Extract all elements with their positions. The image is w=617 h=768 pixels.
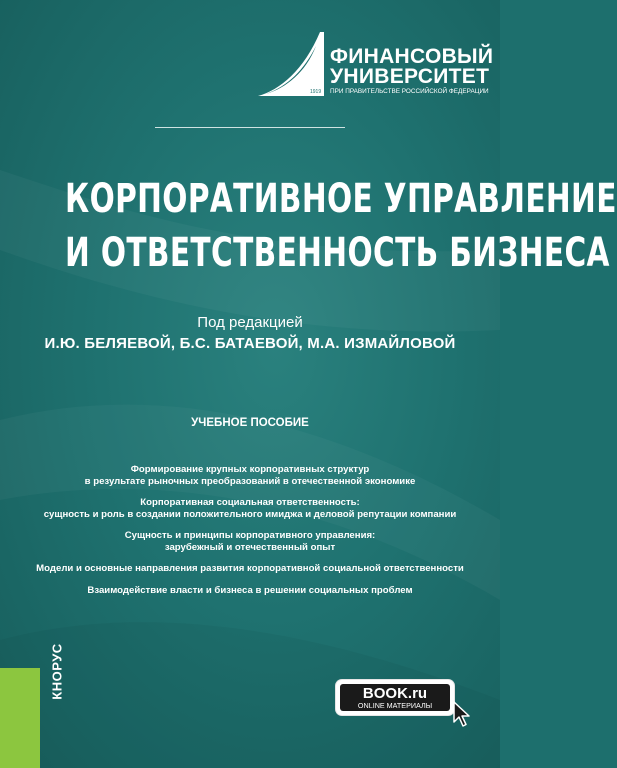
topic-line: сущность и роль в создании положительного имиджа и деловой репутации компании: [43, 508, 457, 520]
topic-line: в результате рыночных преобразований в отечественной экономике: [84, 475, 416, 487]
topic-item: [0, 563, 500, 575]
book-ru-name: BOOK.ru: [362, 685, 428, 702]
publisher-name: КНОРУС: [49, 643, 65, 700]
topic-line: Формирование крупных корпоративных структур: [130, 464, 370, 475]
book-ru-badge[interactable]: [336, 680, 454, 715]
topic-line: Корпоративная социальная ответственность:: [140, 497, 360, 508]
topic-item: [0, 497, 500, 520]
topic-line: Сущность и принципы корпоративного управления:: [124, 530, 376, 541]
editors-names: И.Ю. БЕЛЯЕВОЙ, Б.С. БАТАЕВОЙ, М.А. ИЗМАЙЛОВОЙ: [44, 335, 456, 352]
divider: [155, 127, 345, 128]
topic-item: [0, 530, 500, 553]
publisher-logo: [46, 630, 68, 720]
publisher-color-bar: [0, 668, 40, 768]
book-title-line2: И ОТВЕТСТВЕННОСТЬ БИЗНЕСА: [65, 230, 610, 276]
logo-name-line2: УНИВЕРСИТЕТ: [330, 65, 490, 88]
topic-line: Модели и основные направления развития корпоративной социальной ответственности: [36, 563, 464, 574]
topic-line: Взаимодействие власти и бизнеса в решении социальных проблем: [87, 584, 413, 596]
logo-year: 1919: [310, 89, 322, 95]
logo-name-line1: ФИНАНСОВЫЙ: [330, 45, 494, 68]
logo-subtitle: ПРИ ПРАВИТЕЛЬСТВЕ РОССИЙСКОЙ ФЕДЕРАЦИИ: [330, 88, 489, 95]
book-type: УЧЕБНОЕ ПОСОБИЕ: [191, 417, 309, 429]
topic-item: [0, 464, 500, 487]
cursor-icon: [452, 700, 472, 728]
book-title-line1: КОРПОРАТИВНОЕ УПРАВЛЕНИЕ: [65, 176, 617, 222]
topics-list: [0, 464, 500, 606]
topic-line: зарубежный и отечественный опыт: [164, 541, 336, 553]
book-ru-subtitle: ONLINE МАТЕРИАЛЫ: [357, 701, 433, 710]
editors-label: Под редакцией: [197, 314, 303, 331]
topic-item: [0, 585, 500, 597]
university-logo-icon: [258, 30, 326, 100]
book-ru-inner: [340, 684, 450, 711]
